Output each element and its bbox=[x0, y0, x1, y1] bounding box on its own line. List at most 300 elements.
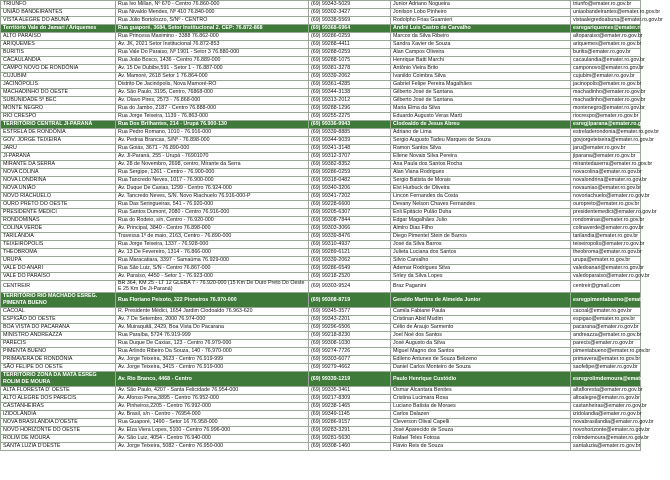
phone-cell: (69) 99339-2062 bbox=[309, 73, 391, 81]
phone-cell: (69) 99283-3291 bbox=[309, 427, 391, 435]
office-name-cell: PRESIDENTE MEDICI bbox=[1, 209, 116, 217]
phone-cell: (69) 99308-8719 bbox=[309, 293, 391, 308]
contact-person-cell: Cristinan Abid Mudim bbox=[391, 316, 571, 324]
phone-cell: (69) 99339-8476 bbox=[309, 233, 391, 241]
contact-person-cell: Junior Adriano Nogueira bbox=[391, 1, 571, 9]
office-name-cell: ESTRELA DE RONDÔNIA bbox=[1, 129, 116, 137]
contact-person-cell: Daniel Carlos Monteiro de Souza bbox=[391, 364, 571, 372]
office-row bbox=[1, 89, 641, 97]
office-row bbox=[1, 340, 641, 348]
contact-person-cell: Ademar Rodrigues Silva bbox=[391, 265, 571, 273]
contact-person-cell: Diego Pimentel Stein de Barros bbox=[391, 233, 571, 241]
address-cell: Rua Floriano Peixoto, 322 Pioneiros 76.970-000 bbox=[116, 293, 309, 308]
email-cell: parecis@emater.ro.gov.br bbox=[571, 340, 641, 348]
email-cell: valedoanari@emater.ro.gov.br bbox=[571, 265, 641, 273]
address-cell: Rua Júlio Bortolozzo, S/Nº - CENTRO bbox=[116, 17, 309, 25]
address-cell: Av. Elza Viera Lopes, 5100 - Centro 76.996-000 bbox=[116, 427, 309, 435]
office-row bbox=[1, 161, 641, 169]
phone-cell: (69) 99338-5569 bbox=[309, 17, 391, 25]
phone-cell: (69) 99279-4662 bbox=[309, 364, 391, 372]
email-cell: rolimdemoura@emater.ro.gov.br bbox=[571, 435, 641, 443]
office-name-cell: PRIMAVERA DE RONDÔNIA bbox=[1, 356, 116, 364]
offices-table-body bbox=[1, 1, 670, 451]
email-cell: novoriachuelo@emater.ro.gov.br bbox=[571, 193, 641, 201]
phone-cell: (69) 99218-8230 bbox=[309, 332, 391, 340]
contact-person-cell: Ivanildo Coimbra Silva bbox=[391, 73, 571, 81]
office-row bbox=[1, 145, 641, 153]
contact-person-cell: Gilberto José de Santana bbox=[391, 89, 571, 97]
office-row bbox=[1, 209, 641, 217]
address-cell: Rua Dos Brilhantes, 214 - Urupá 76.900-130 bbox=[116, 121, 309, 129]
office-row bbox=[1, 387, 641, 395]
office-row bbox=[1, 332, 641, 340]
address-cell: Av. Rio Branco, 4468 - Centro bbox=[116, 372, 309, 387]
email-cell: espigao@emater.ro.gov.br bbox=[571, 316, 641, 324]
email-cell: vistaalegredoabuna@emater.ro.gov.br bbox=[571, 17, 641, 25]
address-cell: Av. Jl-Paraná, 255 - Urupá - 76901070 bbox=[116, 153, 309, 161]
address-cell: Rua Vale Do Paraiso, Nº 1901 - Setor 3 76.880-000 bbox=[116, 49, 309, 57]
contact-person-cell: José Aparecido de Souza bbox=[391, 427, 571, 435]
email-cell: colinaverde@emater.ro.gov.br bbox=[571, 225, 641, 233]
contact-person-cell: Rodolpho Frias Guarnieri bbox=[391, 17, 571, 25]
phone-cell: (69) 99303-9524 bbox=[309, 281, 391, 293]
office-name-cell: ROLIM DE MOURA bbox=[1, 435, 116, 443]
phone-cell: (69) 99288-1296 bbox=[309, 105, 391, 113]
phone-cell: (69) 99310-4937 bbox=[309, 241, 391, 249]
contact-person-cell: Marcos da Silva Ribeiro bbox=[391, 33, 571, 41]
office-name-cell: MACHADINHO DO OESTE bbox=[1, 89, 116, 97]
office-name-cell: PARECIS bbox=[1, 340, 116, 348]
contact-person-cell: Sergio Batista de Morais bbox=[391, 177, 571, 185]
phone-cell: (69) 99281-5630 bbox=[309, 435, 391, 443]
office-name-cell: NOVO RIACHUELO bbox=[1, 193, 116, 201]
office-name-cell: NOVO HORIZONTE DO OESTE bbox=[1, 427, 116, 435]
address-cell: Av. Mamoré, 2618 Setor 1 76.864-000 bbox=[116, 73, 309, 81]
address-cell: Rua São Luiz, S/N - Centro 76.867-000 bbox=[116, 265, 309, 273]
office-name-cell: TEIXEIRÓPOLIS bbox=[1, 241, 116, 249]
address-cell: Rua Arlindo Ribeiro Da Souza, 140 - 76.970-000 bbox=[116, 348, 309, 356]
address-cell: Rua Das Seringueiras, 541 - 76.920-000 bbox=[116, 201, 309, 209]
contact-person-cell: Sirley da Silva Lopes bbox=[391, 273, 571, 281]
address-cell: Rua Sergipe, 1261 - Centro - 76.900-000 bbox=[116, 169, 309, 177]
office-row bbox=[1, 419, 641, 427]
office-name-cell: CACOAL bbox=[1, 308, 116, 316]
address-cell: Rua Guaporé, 1490 - Setor 16 76.958-000 bbox=[116, 419, 309, 427]
contact-person-cell: Ana Paula dos Santos Rocha bbox=[391, 161, 571, 169]
contact-person-cell: Rafael Teles Fotosa bbox=[391, 435, 571, 443]
phone-cell: (69) 99335-3461 bbox=[309, 387, 391, 395]
contact-person-cell: Osmar Alcantara Benites bbox=[391, 387, 571, 395]
phone-cell: (69) 99303-3066 bbox=[309, 225, 391, 233]
phone-cell: (69) 99308-1460 bbox=[309, 443, 391, 451]
office-name-cell: ALTA FLORESTA D' OESTE bbox=[1, 387, 116, 395]
office-name-cell: NOVA BRASILÂNDIA D'OESTE bbox=[1, 419, 116, 427]
office-name-cell: ALTO PARAISO bbox=[1, 33, 116, 41]
email-cell: machadinho@emater.ro.gov.br bbox=[571, 97, 641, 105]
address-cell: Rua Santos Dumont, 2080 - Centro 76.916-000 bbox=[116, 209, 309, 217]
office-row bbox=[1, 81, 641, 89]
contact-person-cell: Paulo Henrique Custódio bbox=[391, 372, 571, 387]
phone-cell: (69) 99288-0259 bbox=[309, 49, 391, 57]
office-row bbox=[1, 443, 641, 451]
email-cell: esregpimentabueno@emater.ro.gov.br bbox=[571, 293, 641, 308]
email-cell: centreir@gmail.com bbox=[571, 281, 641, 293]
email-cell: camponovo@emater.ro.gov.br bbox=[571, 65, 641, 73]
address-cell: Distrito De Jacinópolis, Nova Mamoré-RO bbox=[116, 81, 309, 89]
office-row bbox=[1, 97, 641, 105]
contact-person-cell: Antônio Vieira Brito bbox=[391, 65, 571, 73]
office-row bbox=[1, 129, 641, 137]
email-cell: triunfo@emater.ro.gov.br bbox=[571, 1, 641, 9]
phone-cell: (69) 99339-1219 bbox=[309, 372, 391, 387]
phone-cell: (69) 99343-5029 bbox=[309, 1, 391, 9]
office-row bbox=[1, 265, 641, 273]
contact-person-cell: Clodoaldo de Jesus Abreu bbox=[391, 121, 571, 129]
territory-header-row bbox=[1, 121, 641, 129]
phone-cell: (69) 99339-8885 bbox=[309, 129, 391, 137]
email-cell: tarilandia@emater.ro.gov.br bbox=[571, 233, 641, 241]
email-cell: pimentabueno@emater.ro.gov.br bbox=[571, 348, 641, 356]
phone-cell: (69) 99344-9039 bbox=[309, 137, 391, 145]
phone-cell: (69) 99340-3206 bbox=[309, 185, 391, 193]
office-row bbox=[1, 9, 641, 17]
office-row bbox=[1, 17, 641, 25]
email-cell: teixeiropolis@emater.ro.gov.br bbox=[571, 241, 641, 249]
contact-person-cell: Luciano Batista de Moraes bbox=[391, 403, 571, 411]
email-cell: urupa@emater.ro.gov.br bbox=[571, 257, 641, 265]
office-name-cell: THEOBROMA bbox=[1, 249, 116, 257]
office-name-cell: MIRANTE DA SERRA bbox=[1, 161, 116, 169]
office-name-cell: CUJUBIM bbox=[1, 73, 116, 81]
contact-person-cell: José da Silva Barros bbox=[391, 241, 571, 249]
office-row bbox=[1, 49, 641, 57]
contact-person-cell: Enli Epitácio Pulão Duha bbox=[391, 209, 571, 217]
email-cell: andreazza@emater.ro.gov.br bbox=[571, 332, 641, 340]
email-cell: theobroma@emater.ro.gov.br bbox=[571, 249, 641, 257]
email-cell: santaluzia@emater.ro.gov.br bbox=[571, 443, 641, 451]
address-cell: Av. 28 de Novembro, 2698, centro, Mirante da Serra bbox=[116, 161, 309, 169]
office-name-cell: TARILÂNDIA bbox=[1, 233, 116, 241]
phone-cell: (69) 99341-7202 bbox=[309, 193, 391, 201]
address-cell: Rua Jorge Teixeira, 1139 - 76.863-000 bbox=[116, 113, 309, 121]
office-name-cell: TERRITÓRIO CENTRAL JI-PARANÁ bbox=[1, 121, 116, 129]
office-name-cell: VALE DO PARAÍSO bbox=[1, 273, 116, 281]
address-cell: Av. Afonso Pena,3895 - Centro 76.952-000 bbox=[116, 395, 309, 403]
contact-person-cell: Alan Viana Rodrigues bbox=[391, 169, 571, 177]
office-name-cell: ESPIGÃO DO OESTE bbox=[1, 316, 116, 324]
office-name-cell: RONDOMINAS bbox=[1, 217, 116, 225]
office-name-cell: VALE DO ANARI bbox=[1, 265, 116, 273]
address-cell: Av. Pinheiros,2205 - Centro 76.992-000 bbox=[116, 403, 309, 411]
office-name-cell: MONTE NEGRO bbox=[1, 105, 116, 113]
office-row bbox=[1, 395, 641, 403]
email-cell: valedoparaiso@emater.ro.gov.br bbox=[571, 273, 641, 281]
address-cell: Rua Ivo Millan, Nº 670 - Centro 76.860-000 bbox=[116, 1, 309, 9]
office-name-cell: CASTANHEIRAS bbox=[1, 403, 116, 411]
phone-cell: (69) 99296-6506 bbox=[309, 324, 391, 332]
phone-cell: (69) 99286-9157 bbox=[309, 419, 391, 427]
office-row bbox=[1, 137, 641, 145]
office-row bbox=[1, 73, 641, 81]
office-name-cell: URUPÁ bbox=[1, 257, 116, 265]
address-cell: Rua Paraíba, 5724 76.919-999 bbox=[116, 332, 309, 340]
office-name-cell: JI-PARANÁ bbox=[1, 153, 116, 161]
contact-person-cell: Ramon Santos Silva bbox=[391, 145, 571, 153]
contact-person-cell: Eduardo Augusto Veras Marti bbox=[391, 113, 571, 121]
contact-person-cell: Alan Campos Oliveira bbox=[391, 49, 571, 57]
address-cell: Av. 7 De Setembro, 2000 76.974-000 bbox=[116, 316, 309, 324]
phone-cell: (69) 99303-6077 bbox=[309, 356, 391, 364]
phone-cell: (69) 99382-8352 bbox=[309, 161, 391, 169]
email-cell: novabrasilandia@emater.ro.gov.br bbox=[571, 419, 641, 427]
office-name-cell: RIO CRESPO bbox=[1, 113, 116, 121]
contact-person-cell: Silvio Carvalho bbox=[391, 257, 571, 265]
email-cell: altafloresta@emater.ro.gov.br bbox=[571, 387, 641, 395]
contact-person-cell: Joel Noé dos Santos bbox=[391, 332, 571, 340]
office-name-cell: ARIQUEMES bbox=[1, 41, 116, 49]
office-row bbox=[1, 65, 641, 73]
office-name-cell: NOVA COLINA bbox=[1, 169, 116, 177]
email-cell: estreladerondonia@emater.ro.gov.br bbox=[571, 129, 641, 137]
office-name-cell: ALTO ALEGRE DOS PARECIS bbox=[1, 395, 116, 403]
office-name-cell: TERRITÓRIO RIO MACHADO ESREG. PIMENTA BUENO bbox=[1, 293, 116, 308]
address-cell: Av. 13 De Fevereiro, 1314 - 76.866-000 bbox=[116, 249, 309, 257]
phone-cell: (69) 99205-6307 bbox=[309, 209, 391, 217]
address-cell: Av. Principal, 3840 - Centro 76.898-000 bbox=[116, 225, 309, 233]
address-cell: Rua Maracatiara, 3397 - Samaúma 76.929-000 bbox=[116, 257, 309, 265]
office-row bbox=[1, 1, 641, 9]
office-name-cell: VISTA ALEGRE DO ABUNÃ bbox=[1, 17, 116, 25]
territory-header-row bbox=[1, 293, 641, 308]
contact-person-cell: Maria Elma da Silva bbox=[391, 105, 571, 113]
address-cell: Av. Tancredo Neves, S/N. Novo Riachuelo 76.916-000-P bbox=[116, 193, 309, 201]
email-cell: buritis@emater.ro.gov.br bbox=[571, 49, 641, 57]
phone-cell: (69) 99302-3427 bbox=[309, 9, 391, 17]
office-row bbox=[1, 364, 641, 372]
office-row bbox=[1, 201, 641, 209]
phone-cell: (69) 99339-2062 bbox=[309, 257, 391, 265]
office-name-cell: IZIDOLÂNDIA bbox=[1, 411, 116, 419]
office-row bbox=[1, 217, 641, 225]
contact-person-cell: Cleverson Olival Capelli bbox=[391, 419, 571, 427]
email-cell: castanheiras@emater.ro.gov.br bbox=[571, 403, 641, 411]
office-name-cell: NOVA UNIÃO bbox=[1, 185, 116, 193]
office-row bbox=[1, 241, 641, 249]
address-cell: Rua do Rodeio, s/n, Centro - 76.920-000 bbox=[116, 217, 309, 225]
office-row bbox=[1, 185, 641, 193]
phone-cell: (69) 99361-4285 bbox=[309, 81, 391, 89]
address-cell: Rua Goiás, 3671 - 76.890-000 bbox=[116, 145, 309, 153]
address-cell: Av. Duque De Caxias, 1299 - Centro 76.924-000 bbox=[116, 185, 309, 193]
phone-cell: (69) 99274-7726 bbox=[309, 348, 391, 356]
address-cell: Rua João Bosco, 1436 - Centro 76.889-000 bbox=[116, 57, 309, 65]
address-cell: Av. Jorge Teixeira, 3623 - Centro 76.919-999 bbox=[116, 356, 309, 364]
contact-person-cell: Jonilson Lobo Pinheiro bbox=[391, 9, 571, 17]
address-cell: R. Presidente Médici, 1654 Jardim Clodoaldo 76.963-620 bbox=[116, 308, 309, 316]
office-row bbox=[1, 308, 641, 316]
office-name-cell: SUBUNIDADE 5º BEC bbox=[1, 97, 116, 105]
office-row bbox=[1, 356, 641, 364]
phone-cell: (69) 99336-9943 bbox=[309, 121, 391, 129]
office-row bbox=[1, 411, 641, 419]
office-row bbox=[1, 105, 641, 113]
email-cell: primavera@emater.ro.gov.br bbox=[571, 356, 641, 364]
office-name-cell: CAMPO NOVO DE RONDÔNIA bbox=[1, 65, 116, 73]
email-cell: novauniao@emater.ro.gov.br bbox=[571, 185, 641, 193]
phone-cell: (69) 99255-2275 bbox=[309, 113, 391, 121]
office-row bbox=[1, 316, 641, 324]
office-row bbox=[1, 249, 641, 257]
email-cell: uniaobandeirantes@emater.ro.gov.br bbox=[571, 9, 641, 17]
contact-person-cell: Célio de Araujo Sarmento bbox=[391, 324, 571, 332]
office-name-cell: JARU bbox=[1, 145, 116, 153]
phone-cell: (69) 99288-1075 bbox=[309, 57, 391, 65]
office-row bbox=[1, 427, 641, 435]
phone-cell: (69) 99286-0259 bbox=[309, 169, 391, 177]
address-cell: Rua Pedro Romano, 1010 - 76.916-000 bbox=[116, 129, 309, 137]
email-cell: rondominas@emater.ro.gov.br bbox=[571, 217, 641, 225]
phone-cell: (69) 99238-1465 bbox=[309, 403, 391, 411]
office-row bbox=[1, 113, 641, 121]
address-cell: Av. São Luiz, 4054 - Centro 76.940-000 bbox=[116, 435, 309, 443]
phone-cell: (69) 99217-8309 bbox=[309, 395, 391, 403]
office-name-cell: COLINA VERDE bbox=[1, 225, 116, 233]
office-row bbox=[1, 153, 641, 161]
address-cell: Av. Pedras Brancas, S/Nº - 76.898-000 bbox=[116, 137, 309, 145]
phone-cell: (69) 99218-2520 bbox=[309, 273, 391, 281]
office-name-cell: NOVA LONDRINA bbox=[1, 177, 116, 185]
address-cell: Travessa 1º de maio, 2163, Centro - 76.890-000 bbox=[116, 233, 309, 241]
office-row bbox=[1, 57, 641, 65]
office-row bbox=[1, 177, 641, 185]
address-cell: Av. Jorge Teixeira, 3415 - Centro 76.919-000 bbox=[116, 364, 309, 372]
office-row bbox=[1, 403, 641, 411]
phone-cell: (69) 99289-6121 bbox=[309, 249, 391, 257]
contact-person-cell: Henrique Batti Marchi bbox=[391, 57, 571, 65]
office-row bbox=[1, 281, 641, 293]
address-cell: Rua guaporé, 3684, Setor Institucional 2. CEP: 76.872-868 bbox=[116, 25, 309, 33]
contact-person-cell: Julieta Luciana dos Santos bbox=[391, 249, 571, 257]
phone-cell: (69) 99286-0259 bbox=[309, 33, 391, 41]
office-name-cell: PIMENTA BUENO bbox=[1, 348, 116, 356]
office-row bbox=[1, 257, 641, 265]
contact-person-cell: Sergio Augusto Tadeu Marques de Souza bbox=[391, 137, 571, 145]
address-cell: Av. São Paulo, 3195, Centro, 76868-000 bbox=[116, 89, 309, 97]
office-name-cell: BURITIS bbox=[1, 49, 116, 57]
contact-person-cell: Devany Nelson Chaves Fernandes bbox=[391, 201, 571, 209]
contact-person-cell: Miguel Magno dos Santos bbox=[391, 348, 571, 356]
email-cell: govjorgeteixeira@emater.ro.gov.br bbox=[571, 137, 641, 145]
contact-person-cell: André Luis Castro de Carvalho bbox=[391, 25, 571, 33]
address-cell: Rua Nivaldo Mendes, Nº 410 76.840-000 bbox=[116, 9, 309, 17]
phone-cell: (69) 99368-6964 bbox=[309, 25, 391, 33]
office-name-cell: SANTA LUZIA D'OESTE bbox=[1, 443, 116, 451]
phone-cell: (69) 99313-2012 bbox=[309, 97, 391, 105]
phone-cell: (69) 99345-3577 bbox=[309, 308, 391, 316]
office-name-cell: BOA VISTA DO PACARANA bbox=[1, 324, 116, 332]
office-name-cell: GOV. JORGE TEIXEIRA bbox=[1, 137, 116, 145]
office-row bbox=[1, 225, 641, 233]
email-cell: mirantedaserra@emater.ro.gov.br bbox=[571, 161, 641, 169]
address-cell: BR 364, KM 25 - LT 12 GLEBA 7 - 76.920-000 (15 Km De Ouro Preto Do Oeste E 25 Km De Ji-Paraná) bbox=[116, 281, 309, 293]
email-cell: jacinopolis@emater.ro.gov.br bbox=[571, 81, 641, 89]
contact-person-cell: José Augusto da Silva bbox=[391, 340, 571, 348]
contact-person-cell: Edileno Antunes de Souza Belizeno bbox=[391, 356, 571, 364]
office-name-cell: CACAULÂNDIA bbox=[1, 57, 116, 65]
email-cell: esregariquemes@emater.ro.gov.br bbox=[571, 25, 641, 33]
address-cell: Rua Duque De Caxias, 123 - Centro 76.979-000 bbox=[116, 340, 309, 348]
office-name-cell: CENTREIR bbox=[1, 281, 116, 293]
phone-cell: (69) 99286-6549 bbox=[309, 265, 391, 273]
office-row bbox=[1, 435, 641, 443]
address-cell: Rua Jorge Teixeira, 1337 - 76.928-000 bbox=[116, 241, 309, 249]
office-name-cell: TERRITÓRIO ZONA DA MATA ESREG ROLIM DE MOURA bbox=[1, 372, 116, 387]
phone-cell: (69) 99288-4411 bbox=[309, 41, 391, 49]
contact-person-cell: Cristina Lucimara Rosa bbox=[391, 395, 571, 403]
office-row bbox=[1, 233, 641, 241]
office-row bbox=[1, 41, 641, 49]
address-cell: Rua Tancredo Neves, 1017 - 76.900-000 bbox=[116, 177, 309, 185]
contact-person-cell: Braz Paganini bbox=[391, 281, 571, 293]
email-cell: riocrespo@emater.ro.gov.br bbox=[571, 113, 641, 121]
office-row bbox=[1, 324, 641, 332]
office-row bbox=[1, 169, 641, 177]
address-cell: Av. São Paulo, 4207 - Santa Felicidade 76.954-000 bbox=[116, 387, 309, 395]
email-cell: novohorizonte@emater.ro.gov.br bbox=[571, 427, 641, 435]
email-cell: pacarana@emater.ro.gov.br bbox=[571, 324, 641, 332]
address-cell: Av. Paraíso, 4450 - Setor 1 - 76.923-000 bbox=[116, 273, 309, 281]
email-cell: altoalegre@emater.ro.gov.br bbox=[571, 395, 641, 403]
email-cell: cacoal@emater.ro.gov.br bbox=[571, 308, 641, 316]
address-cell: Av. Jorge Teixeira, 5082 - Centro 76.950-000 bbox=[116, 443, 309, 451]
contact-person-cell: Lincon Fernandes da Costa bbox=[391, 193, 571, 201]
office-name-cell: Território Vale do Jamari / Ariquemes bbox=[1, 25, 116, 33]
email-cell: altoparaiso@emater.ro.gov.br bbox=[571, 33, 641, 41]
phone-cell: (69) 99344-3138 bbox=[309, 89, 391, 97]
contact-person-cell: Gabriel Felipe Pereira Magalhães bbox=[391, 81, 571, 89]
territory-header-row bbox=[1, 25, 641, 33]
address-cell: Av. 15 De Dubibe,591 - Setor 1 - 76.887-000 bbox=[116, 65, 309, 73]
phone-cell: (69) 99228-6600 bbox=[309, 201, 391, 209]
office-name-cell: UNIÃO BANDEIRANTES bbox=[1, 9, 116, 17]
contact-person-cell: Carlos Dalazen bbox=[391, 411, 571, 419]
email-cell: machadinho@emater.ro.gov.br bbox=[571, 89, 641, 97]
contact-person-cell: Sandra Xavier de Souza bbox=[391, 41, 571, 49]
phone-cell: (69) 99343-2201 bbox=[309, 316, 391, 324]
office-name-cell: MINISTRO ANDREAZZA bbox=[1, 332, 116, 340]
office-name-cell: OURO PRETO DO OESTE bbox=[1, 201, 116, 209]
address-cell: Rua Princesa Maximino - 3388 76.862-000 bbox=[116, 33, 309, 41]
office-row bbox=[1, 193, 641, 201]
email-cell: novalondrina@emater.ro.gov.br bbox=[571, 177, 641, 185]
email-cell: ariquemes@emater.ro.gov.br bbox=[571, 41, 641, 49]
address-cell: Rua do Jambo, 2187 - Centro 76.888-000 bbox=[116, 105, 309, 113]
office-name-cell: JACINÓPOLIS bbox=[1, 81, 116, 89]
office-row bbox=[1, 273, 641, 281]
phone-cell: (69) 99318-0482 bbox=[309, 177, 391, 185]
address-cell: Av. Olavo Pires, 2573 - 76.868-000 bbox=[116, 97, 309, 105]
contact-person-cell: Almiro Dias Filho bbox=[391, 225, 571, 233]
email-cell: jiparana@emater.ro.gov.br bbox=[571, 153, 641, 161]
email-cell: esregjiparana@emater.ro.gov.br bbox=[571, 121, 641, 129]
email-cell: ouropreto@emater.ro.gov.br bbox=[571, 201, 641, 209]
address-cell: Av. JK, 2021 Setor Institucional 76.872-853 bbox=[116, 41, 309, 49]
territory-header-row bbox=[1, 372, 641, 387]
phone-cell: (69) 99308-7844 bbox=[309, 217, 391, 225]
contact-person-cell: Geraldo Martins de Almeida Junior bbox=[391, 293, 571, 308]
contact-person-cell: Flávio Reis de Souza bbox=[391, 443, 571, 451]
office-name-cell: SÃO FELIPE DO OESTE bbox=[1, 364, 116, 372]
